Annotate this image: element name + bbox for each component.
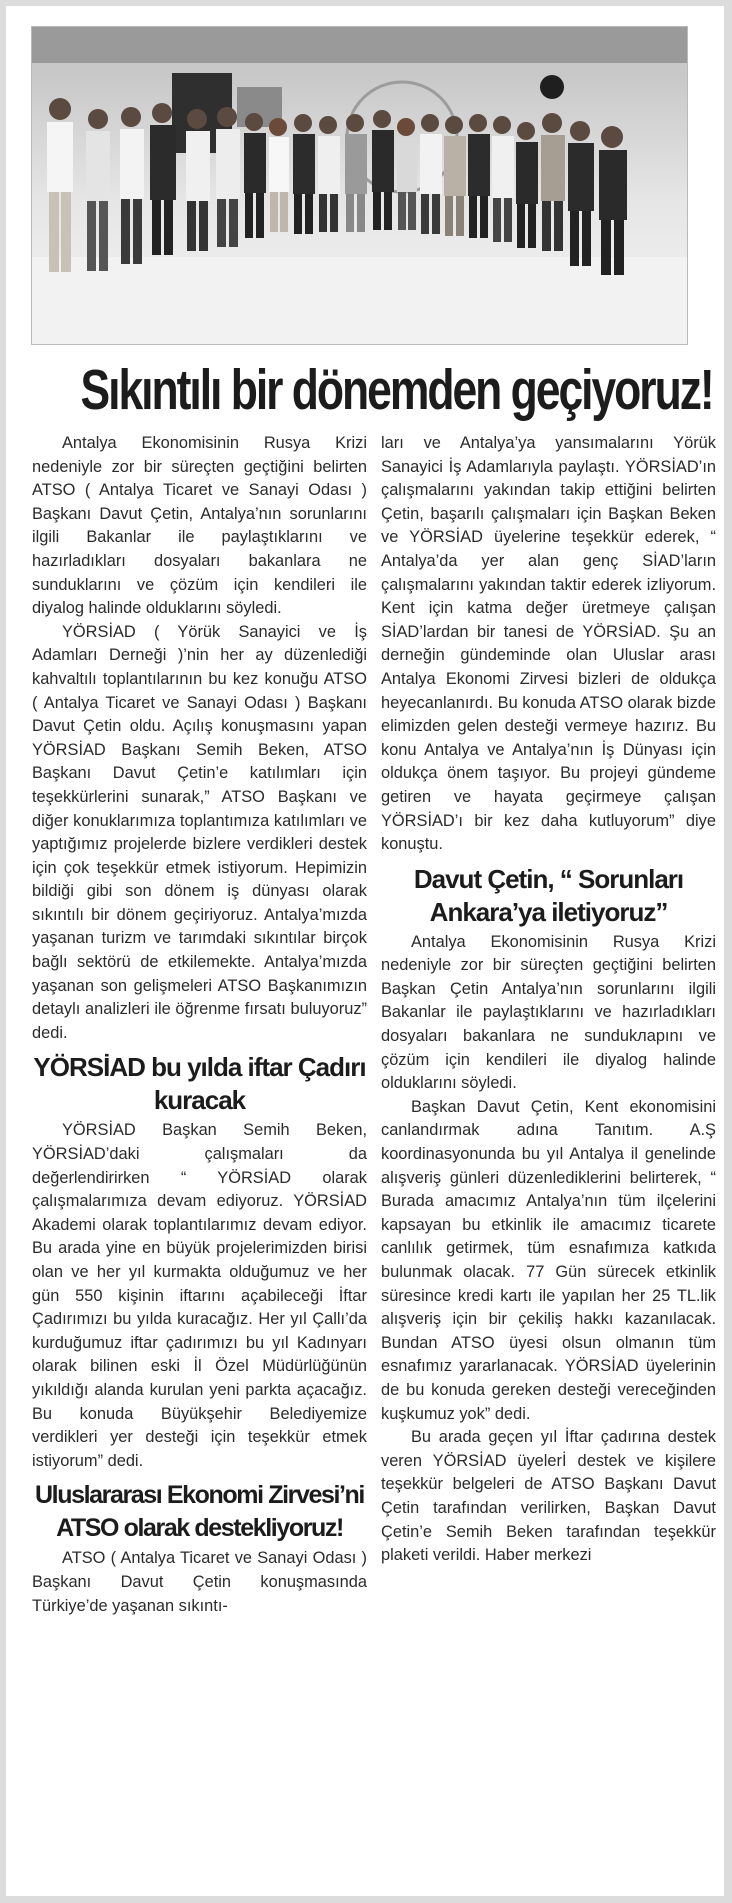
headline: Sıkıntılı bir dönemden geçiyoruz! xyxy=(80,358,713,422)
left-column xyxy=(32,432,367,1618)
paragraph: YÖRSİAD ( Yörük Sanayici ve İş Adamları Derneği )’nin her ay düzenlediği kahvaltılı toplantılarının bu kez konuğu ATSO ( Antalya Ticaret ve Sanayi Odası ) Başkanı Davut Çetin oldu. Açılış konuşmasını yapan YÖRSİAD Başkanı Semih Beken, ATSO Başkanı Davut Çetin’e katılımları için teşekkürlerini sunarak,” ATSO Başkanı ve diğer konuklarımıza toplantımıza katılımları ve yaptığımız projelerde bizlere verdikleri destek için çok teşekkür etmek istiyorum. Hepimizin bildiği gibi son dönem iş dünyası olarak sıkıntılı bir dönem geçiriyoruz. Antalya’mızda yaşanan turizm ve tarımdaki sıkıntılar birçok bağlı sektörü de etkilemekte. Antalya’mızda yaşanan son gelişmeleri ATSO Başkanımızın detaylı analizleri ile öğrenme fırsatı buluyoruz” dedi. xyxy=(32,622,367,1042)
paragraph: Antalya Ekonomisinin Rusya Krizi nedeniyle zor bir süreçten geçtiğini belirten Başkan Çetin Antalya’nın sorunlarını ilgili Bakanlar ile paylaştıklarını ve hazırladıkları dosyaları bakanlara ne sundukларını ve çözüm için kendileri ile diyalog halinde olduklarını söyledi. xyxy=(381,932,716,1093)
paragraph: ATSO ( Antalya Ticaret ve Sanayi Odası ) Başkanı Davut Çetin konuşmasında Türkiye’de yaşanan sıkıntı- xyxy=(32,1549,367,1615)
paragraph: ları ve Antalya’ya yansımalarını Yörük Sanayici İş Adamlarıyla paylaştı. YÖRSİAD’ın çalışmalarını yakından takip ettiğini belirten Çetin, başarılı çalışmaları için Başkan Beken ve YÖRSİAD üyelerine teşekkür ederek, “ Antalya’da yer alan genç SİAD’ların çalışmalarını yakından taktir ederek izliyorum. Kent için katma değer üretmeye çalışan SİAD’lardan bir tanesi de YÖRSİAD. Şu an derneğin gündeminde olan Uluslar arası Antalya Ekonomi Zirvesi bizleri de oldukça heyecanlanırdı. Bu konuda ATSO olarak bizde elimizden gelen desteği vermeye hazırız. Bu konu Antalya ve Antalya’nın İş Dünyası için oldukça önem taşıyor. Bu projeyi gündeme getiren ve hayata geçirmeye çalışan YÖRSİAD’ı bir kez daha kutluyorum” diye konuştu. xyxy=(381,434,716,854)
subheading: YÖRSİAD bu yılda iftar Çadırı kuracak xyxy=(33,1052,366,1116)
subheading: Davut Çetin, “ Sorunları Ankara’ya iletiyoruz” xyxy=(413,863,684,927)
group-photo-image xyxy=(32,27,688,345)
paragraph: YÖRSİAD Başkan Semih Beken, YÖRSİAD’daki çalışmaları da değerlendirirken “ YÖRSİAD olarak çalışmalarımıza devam ediyoruz. YÖRSİAD Akademi olarak toplantılarımız devam ediyor. Bu arada yine en büyük projelerimizden birisi olan ve her yıl kurmakta olduğumuz ve her gün 550 kişinin iftarını açabileceği İftar Çadırımızı bu yılda kuracağız. Her yıl Çallı’da kurduğumuz iftar çadırımızı bu yıl Kadınyarı olarak bilinen eski İl Özel Müdürlüğünün yıkıldığı alanda kurulan yeni parkta açacağız. Bu konuda Büyükşehir Belediyemize verdikleri yer desteği için teşekkür etmek istiyorum” dedi. xyxy=(32,1121,367,1470)
group-photo xyxy=(31,26,688,345)
paragraph: Başkan Davut Çetin, Kent ekonomisini canlandırmak adına Tanıtım. A.Ş koordinasyonunda bu yıl Antalya il genelinde alışveriş günleri düzenlediklerini belirterek, “ Burada amacımız Antalya’nın tüm ilçelerini kapsayan bu etkinlik ile amacımız ticarete canlılık getirmek, tüm esnafımıza katkıda bulunmak olacak. 77 Gün sürecek etkinlik süresince kredi kartı ile yapılan her 25 TL.lik alışveriş için bir çekiliş hakkı kazanılacak. Bundan ATSO üyesi olsun olmanın tüm esnafımız yararlanacak. YÖRSİAD üyelerinin de bu konuda gereken desteği vereceğinden kuşkumuz yok” dedi. xyxy=(381,1097,716,1423)
subheading: Uluslararası Ekonomi Zirvesi’ni ATSO olarak destekliyoruz! xyxy=(35,1481,364,1543)
paragraph: Antalya Ekonomisinin Rusya Krizi nedeniyle zor bir süreçten geçtiğini belirten ATSO ( Antalya Ticaret ve Sanayi Odası ) Başkanı Davut Çetin, Antalya’nın sorunlarını ilgili Bakanlar ile paylaştıklarını ve hazırladıkları dosyaları bakanlara ne sunduklarını ve çözüm için kendileri ile diyalog halinde olduklarını söyledi. xyxy=(32,434,367,618)
right-column xyxy=(381,432,716,1568)
paragraph: Bu arada geçen yıl İftar çadırına destek veren YÖRSİAD üyelerİ destek ve kişilere teşekkür belgeleri de ATSO Başkanı Davut Çetin tarafından verilirken, Başkan Davut Çetin’e Semih Beken tarafından teşekkür plaketi verildi. Haber merkezi xyxy=(381,1428,716,1565)
